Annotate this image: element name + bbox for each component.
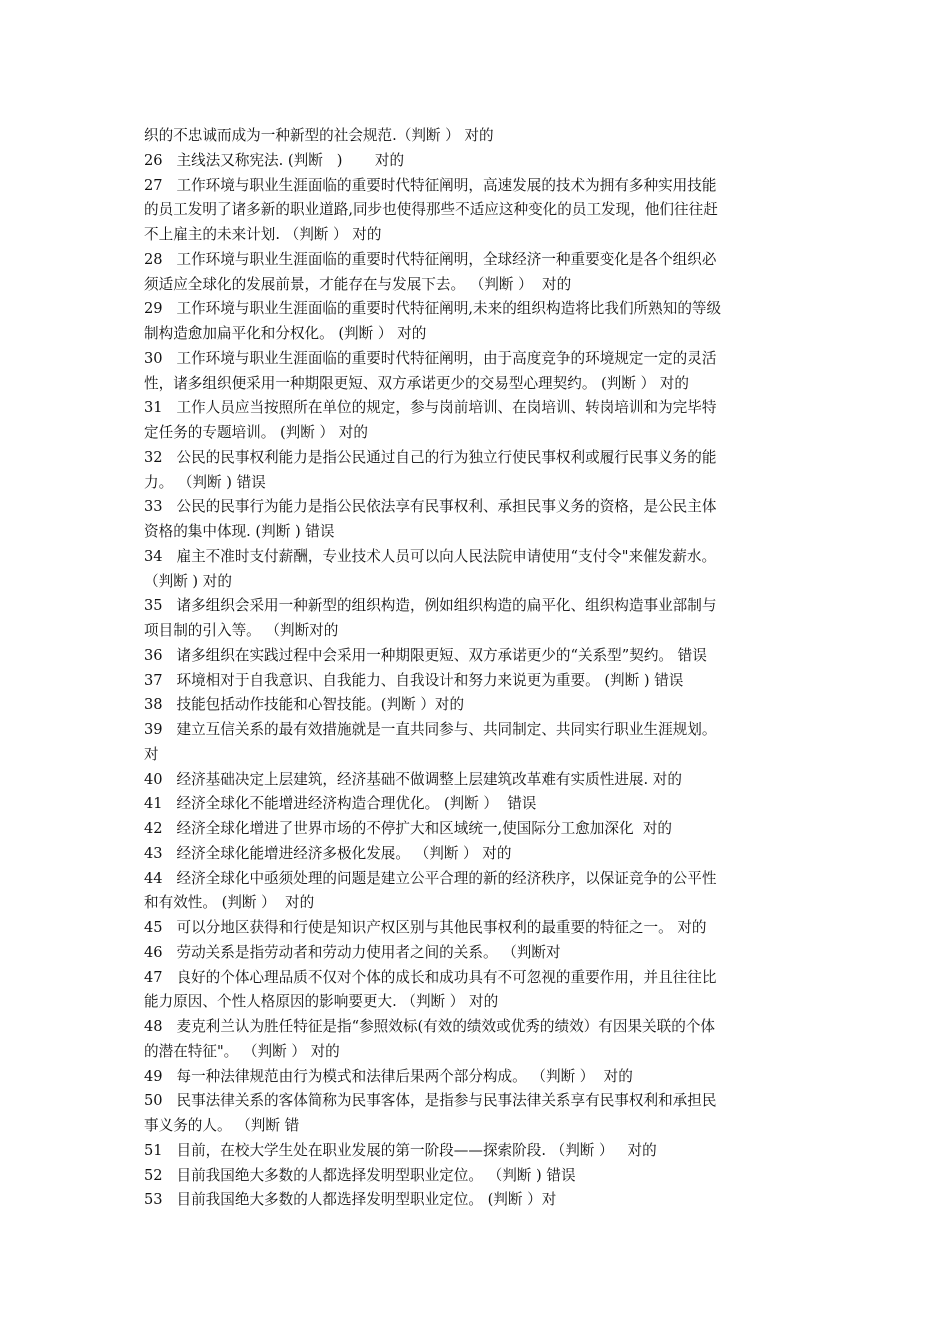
text-line: 51 目前，在校大学生处在职业发展的第一阶段——探索阶段. （判断 ） 对的 [144, 1141, 657, 1159]
text-line: 33 公民的民事行为能力是指公民依法享有民事权利、承担民事义务的资格，是公民主体 [144, 498, 717, 516]
text-line: 性，诸多组织便采用一种期限更短、双方承诺更少的交易型心理契约。 (判断 ） 对的 [144, 374, 689, 392]
text-line: 53 目前我国绝大多数的人都选择发明型职业定位。 (判断 ）对 [144, 1191, 557, 1209]
text-line: 和有效性。 (判断 ） 对的 [144, 894, 315, 912]
text-line: 49 每一种法律规范由行为模式和法律后果两个部分构成。 （判断 ） 对的 [144, 1067, 633, 1085]
text-line: 事义务的人。 （判断 错 [144, 1117, 300, 1134]
text-line: 31 工作人员应当按照所在单位的规定，参与岗前培训、在岗培训、转岗培训和为完毕特 [144, 399, 717, 417]
text-line: 27 工作环境与职业生涯面临的重要时代特征阐明，高速发展的技术为拥有多种实用技能 [144, 176, 717, 194]
text-line: 须适应全球化的发展前景，才能存在与发展下去。 （判断 ） 对的 [144, 275, 572, 293]
text-line: 42 经济全球化增进了世界市场的不停扩大和区域统一,使国际分工愈加深化 对的 [144, 820, 673, 837]
text-line: 项目制的引入等。 （判断对的 [144, 622, 339, 639]
text-line: 织的不忠诚而成为一种新型的社会规范.（判断 ） 对的 [144, 127, 494, 144]
text-line: 44 经济全球化中亟须处理的问题是建立公平合理的新的经济秩序，以保证竞争的公平性 [144, 869, 717, 887]
text-line: 40 经济基础决定上层建筑，经济基础不做调整上层建筑改革难有实质性进展. 对的 [144, 770, 682, 788]
text-line: 制构造愈加扁平化和分权化。 (判断 ） 对的 [144, 325, 427, 342]
text-line: 29 工作环境与职业生涯面临的重要时代特征阐明,未来的组织构造将比我们所熟知的等级 [144, 300, 722, 318]
text-line: 52 目前我国绝大多数的人都选择发明型职业定位。 （判断 ) 错误 [144, 1166, 576, 1184]
text-line: 力。 （判断 ) 错误 [144, 473, 266, 491]
text-line: 的员工发明了诸多新的职业道路,同步也使得那些不适应这种变化的员工发现，他们往往赶 [144, 201, 718, 219]
text-line: 35 诸多组织会采用一种新型的组织构造，例如组织构造的扁平化、组织构造事业部制与 [144, 597, 717, 615]
text-line: 41 经济全球化不能增进经济构造合理优化。 (判断 ） 错误 [144, 795, 537, 813]
text-line: 能力原因、个性人格原因的影响要更大. （判断 ） 对的 [144, 993, 499, 1011]
text-line: 28 工作环境与职业生涯面临的重要时代特征阐明，全球经济一种重要变化是各个组织必 [144, 250, 717, 268]
text-line: 47 良好的个体心理品质不仅对个体的成长和成功具有不可忽视的重要作用，并且往往比 [144, 968, 717, 986]
text-line: （判断 ) 对的 [144, 572, 232, 590]
text-line: 34 雇主不准时支付薪酬，专业技术人员可以向人民法院申请使用“支付令"来催发薪水。 [144, 547, 717, 565]
text-line: 39 建立互信关系的最有效措施就是一直共同参与、共同制定、共同实行职业生涯规划。 [144, 721, 717, 738]
text-line: 30 工作环境与职业生涯面临的重要时代特征阐明，由于高度竞争的环境规定一定的灵活 [144, 349, 717, 367]
text-line: 45 可以分地区获得和行使是知识产权区别与其他民事权利的最重要的特征之一。 对的 [144, 919, 707, 936]
text-line: 46 劳动关系是指劳动者和劳动力使用者之间的关系。 （判断对 [144, 943, 561, 961]
text-line: 43 经济全球化能增进经济多极化发展。 （判断 ） 对的 [144, 844, 512, 862]
text-line: 的潜在特征"。 （判断 ） 对的 [144, 1042, 340, 1060]
text-line: 50 民事法律关系的客体简称为民事客体，是指参与民事法律关系享有民事权利和承担民 [144, 1092, 717, 1110]
text-line: 36 诸多组织在实践过程中会采用一种期限更短、双方承诺更少的“关系型”契约。 错误 [144, 646, 707, 664]
text-line: 对 [144, 745, 159, 763]
text-line: 定任务的专题培训。 (判断 ） 对的 [144, 424, 368, 441]
text-line: 38 技能包括动作技能和心智技能。(判断 ）对的 [144, 696, 465, 714]
text-line: 37 环境相对于自我意识、自我能力、自我设计和努力来说更为重要。 (判断 ) 错误 [144, 671, 684, 689]
text-line: 不上雇主的未来计划. （判断 ） 对的 [144, 226, 382, 243]
text-line: 26 主线法又称宪法. (判断 ) 对的 [144, 151, 405, 169]
text-line: 资格的集中体现. (判断 ) 错误 [144, 523, 335, 540]
text-line: 32 公民的民事权利能力是指公民通过自己的行为独立行使民事权利或履行民事义务的能 [144, 448, 717, 466]
document-body [144, 124, 808, 1213]
text-line: 48 麦克利兰认为胜任特征是指“参照效标(有效的绩效或优秀的绩效）有因果关联的个体 [144, 1018, 716, 1035]
